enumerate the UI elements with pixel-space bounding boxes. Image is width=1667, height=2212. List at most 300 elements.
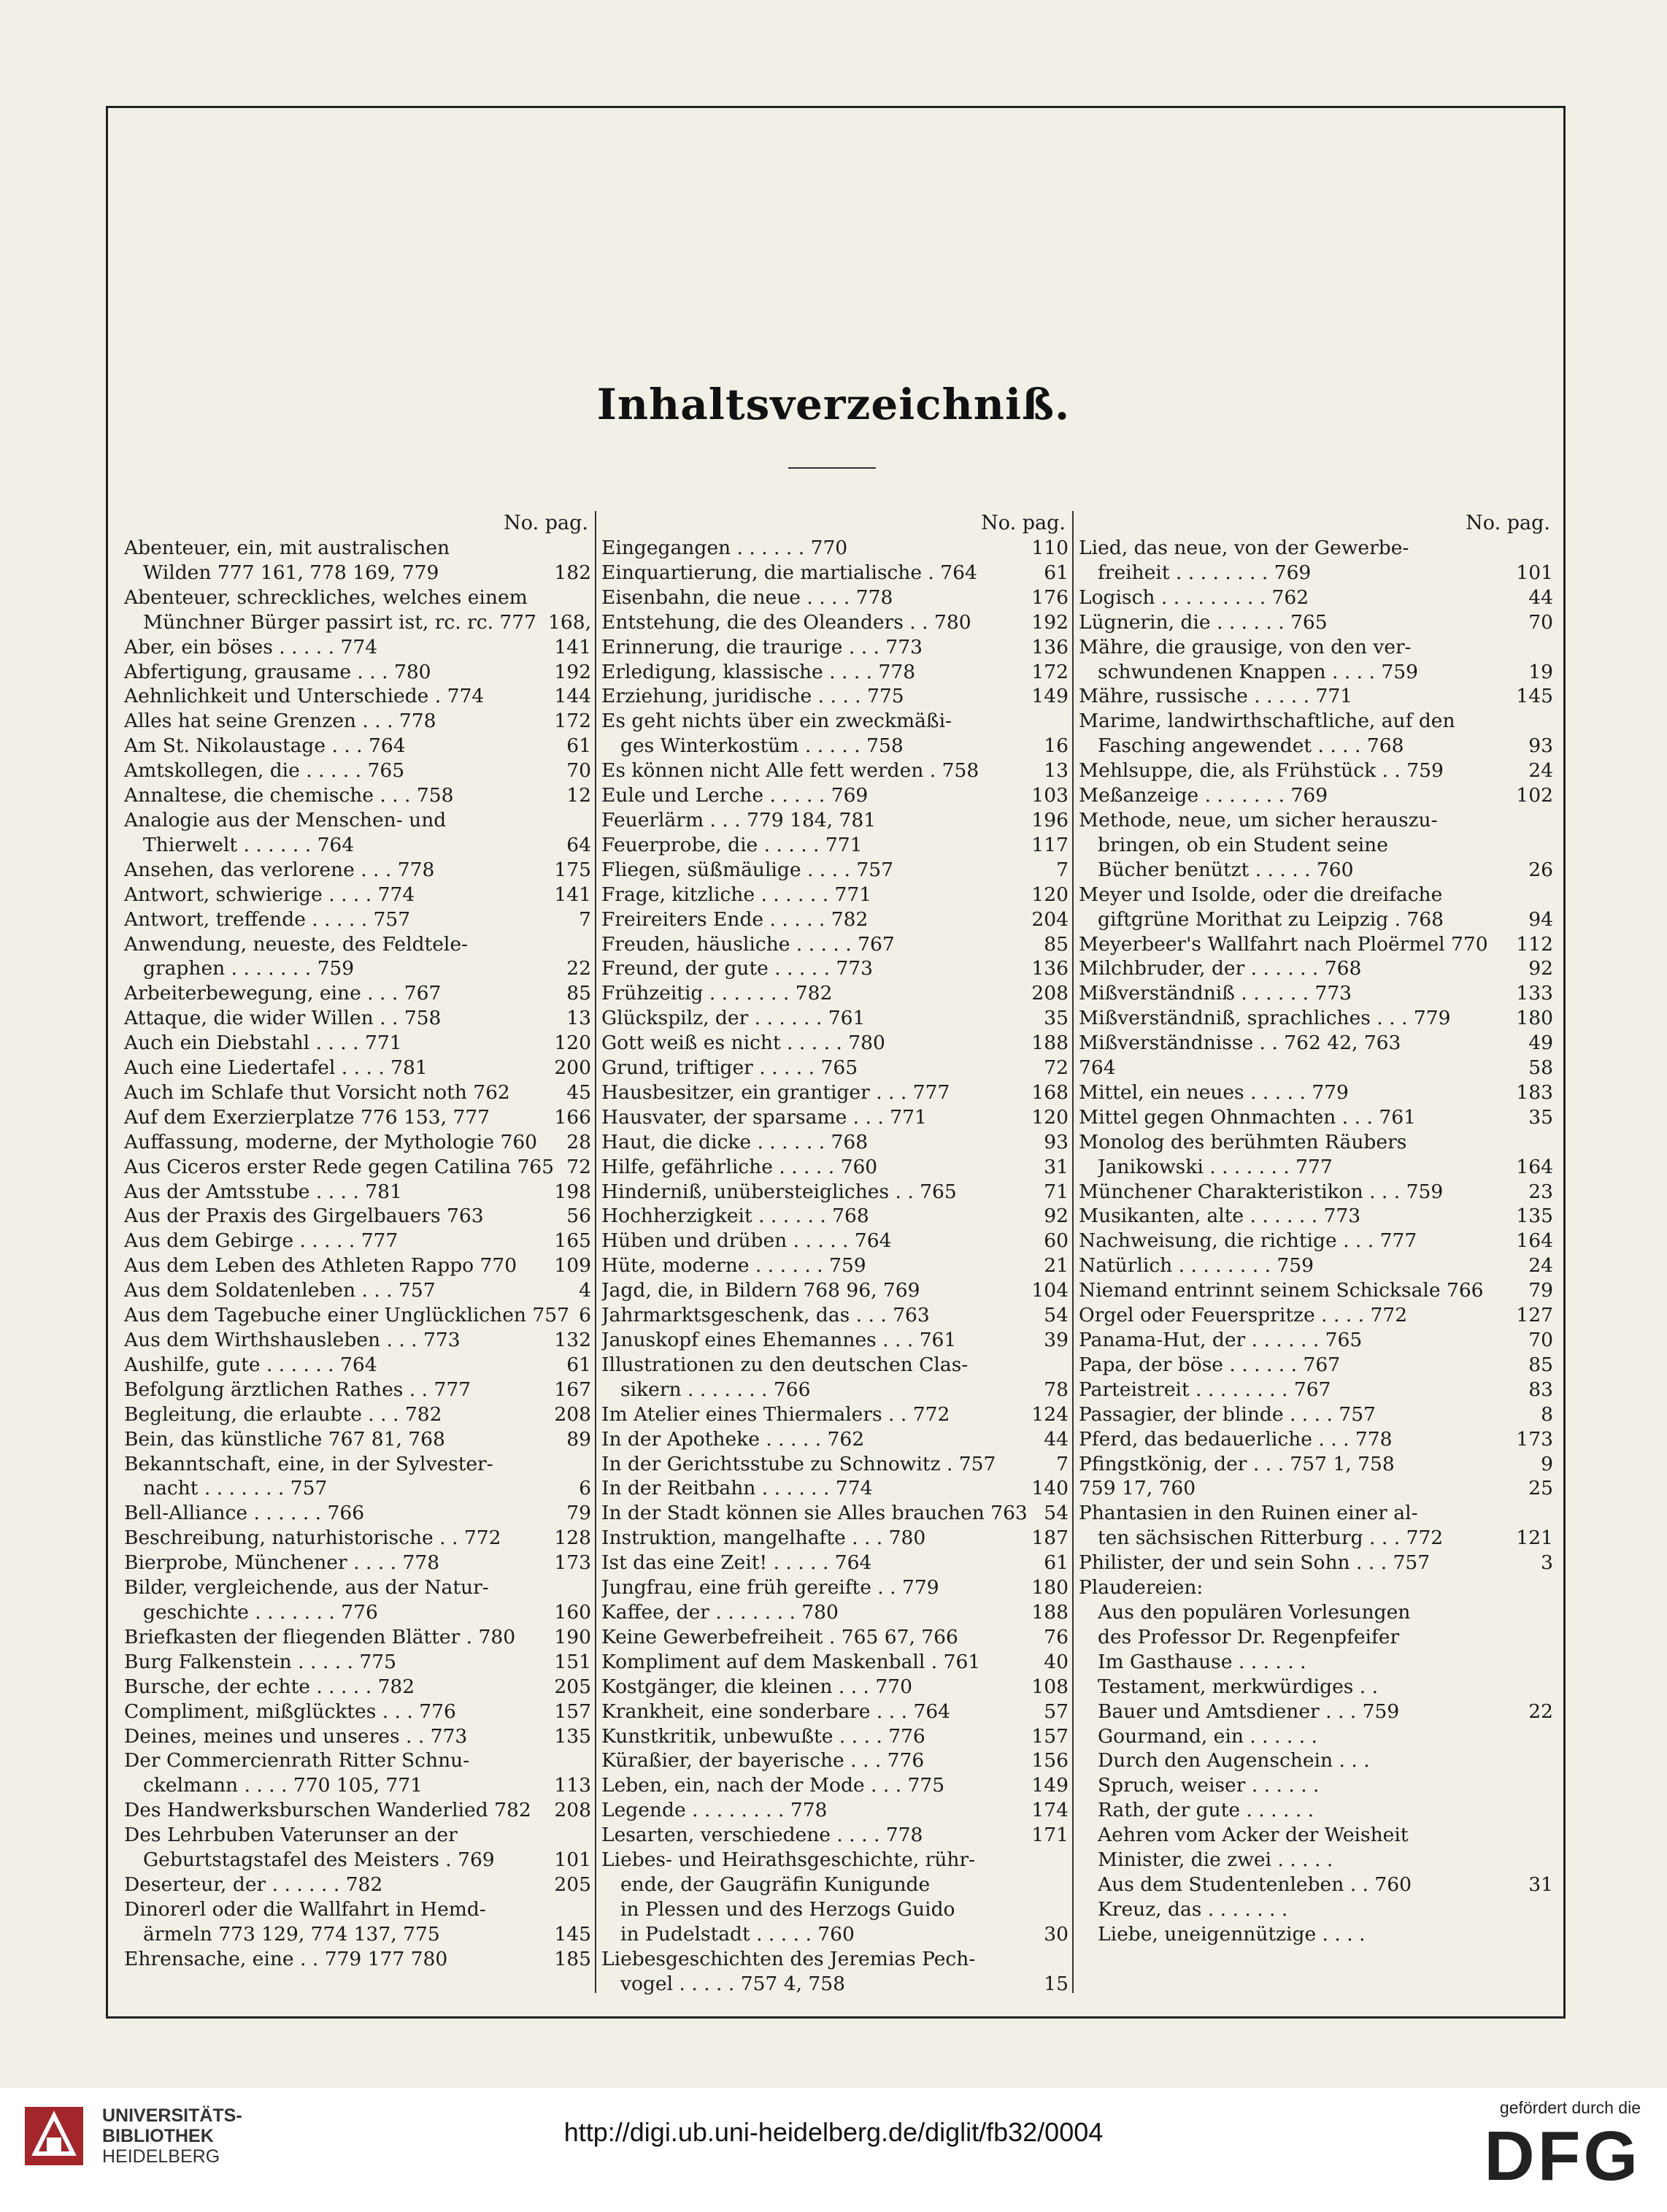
index-entry [1079,1130,1553,1155]
entry-page: 149 [1031,1774,1069,1797]
index-entry [601,610,1069,635]
index-entry [601,709,1069,734]
index-column-middle [601,511,1069,1993]
entry-title: Grund, triftiger . . . . . 765 [601,1056,858,1080]
entry-title: Im Gasthause . . . . . . [1098,1650,1306,1673]
entry-page: 61 [1044,561,1069,584]
index-entry [1079,1353,1553,1378]
entry-page: 54 [1044,1304,1069,1327]
entry-title: Krankheit, eine sonderbare . . . 764 [601,1700,951,1723]
index-entry [124,1947,591,1972]
entry-page: 6 [579,1304,591,1327]
entry-page: 35 [1044,1007,1069,1030]
index-entry [601,1972,1069,1997]
entry-title: Auch ein Diebstahl . . . . 771 [124,1032,402,1055]
index-entry [1079,858,1553,883]
index-entry [124,1229,591,1253]
entry-title: Panama-Hut, der . . . . . . 765 [1079,1329,1363,1351]
entry-title: Antwort, treffende . . . . . 757 [124,907,411,931]
entry-page: 188 [1031,1032,1069,1055]
entry-title: Keine Gewerbefreiheit . 765 67, 766 [601,1625,958,1648]
entry-page: 9 [1541,1452,1553,1475]
entry-title: Aus den populären Vorlesungen [1098,1600,1411,1624]
index-entry [601,1204,1069,1229]
entry-title: Begleitung, die erlaubte . . . 782 [124,1402,442,1426]
index-entry [601,1080,1069,1105]
entry-title: Frage, kitzliche . . . . . . 771 [601,883,872,906]
index-entry [601,1947,1069,1972]
entry-page: 101 [554,1848,591,1872]
entry-page: 92 [1044,1205,1069,1228]
entry-title: Arbeiterbewegung, eine . . . 767 [124,982,442,1005]
entry-title: Aus dem Wirthshausleben . . . 773 [124,1329,461,1351]
index-entry [1079,1526,1553,1551]
index-entry [124,1526,591,1551]
index-entry [1079,561,1553,585]
entry-title: Bücher benützt . . . . . 760 [1098,858,1354,881]
entry-title: Mißverständniß, sprachliches . . . 779 [1079,1007,1451,1030]
entry-title: Hausvater, der sparsame . . . 771 [601,1105,927,1129]
entry-page: 35 [1528,1105,1553,1129]
index-entry [1079,1650,1553,1675]
entry-title: Gourmand, ein . . . . . . [1098,1724,1317,1748]
entry-title: Mißverständniß . . . . . . 773 [1079,982,1352,1005]
column-separator [1072,511,1074,1993]
entry-page: 168, [547,610,591,634]
entry-title: Thierwelt . . . . . . 764 [143,833,355,856]
index-entry [124,1897,591,1922]
index-entry [124,1427,591,1452]
entry-page: 160 [554,1600,591,1624]
index-entry [1079,1204,1553,1229]
entry-page: 104 [1031,1279,1069,1302]
index-entry [1079,1600,1553,1625]
entry-title: Musikanten, alte . . . . . . 773 [1079,1205,1361,1228]
index-entry [601,1650,1069,1675]
entry-title: Monolog des berühmten Räubers [1079,1130,1407,1153]
entry-title: Logisch . . . . . . . . . 762 [1079,585,1309,609]
index-column-left [124,511,591,1993]
entry-title: ges Winterkostüm . . . . . 758 [620,734,904,758]
index-entry [601,1130,1069,1155]
entry-page: 110 [1031,537,1069,559]
entry-page: 40 [1044,1650,1069,1673]
index-column-right [1079,511,1553,1993]
index-entry [124,1204,591,1229]
entry-title: Mittel, ein neues . . . . . 779 [1079,1080,1349,1104]
entry-title: Liebesgeschichten des Jeremias Pech- [601,1947,976,1970]
entry-title: Entstehung, die des Oleanders . . 780 [601,610,971,634]
index-entry [601,1575,1069,1600]
entry-title: Feuerprobe, die . . . . . 771 [601,833,863,856]
entry-page: 7 [579,907,591,931]
index-entry [1079,1278,1553,1303]
index-entry [1079,709,1553,734]
index-entry [601,1551,1069,1575]
entry-title: Aus dem Leben des Athleten Rappo 770 [124,1254,517,1278]
index-entry [1079,1823,1553,1848]
entry-title: Marime, landwirthschaftliche, auf den [1079,710,1455,733]
index-entry [1079,684,1553,709]
entry-page: 4 [579,1279,591,1302]
entry-title: Alles hat seine Grenzen . . . 778 [124,710,436,733]
entry-title: Glückspilz, der . . . . . . 761 [601,1007,866,1030]
entry-page: 21 [1044,1254,1069,1278]
entry-page: 49 [1528,1032,1553,1055]
entry-title: Parteistreit . . . . . . . . 767 [1079,1378,1331,1401]
index-entry [124,1031,591,1056]
entry-page: 141 [554,635,591,658]
index-entry [124,1848,591,1873]
entry-page: 113 [554,1774,591,1797]
entry-title: Aus Ciceros erster Rede gegen Catilina 765 [124,1155,555,1178]
entry-page: 182 [554,561,591,584]
entry-page: 196 [1031,808,1069,832]
entry-page: 121 [1516,1526,1553,1550]
entry-title: Aehnlichkeit und Unterschiede . 774 [124,685,485,708]
entry-title: Burg Falkenstein . . . . . 775 [124,1650,396,1673]
entry-page: 200 [554,1056,591,1080]
entry-title: Bierprobe, Münchener . . . . 778 [124,1551,440,1575]
index-entry [601,1253,1069,1278]
entry-page: 198 [554,1180,591,1203]
index-entry [601,759,1069,783]
entry-page: 164 [1516,1229,1553,1253]
entry-title: Analogie aus der Menschen- und [124,808,447,832]
index-entry [124,1873,591,1897]
entry-page: 103 [1031,784,1069,807]
entry-title: Mähre, russische . . . . . 771 [1079,685,1353,708]
entry-page: 185 [554,1947,591,1970]
entry-page: 94 [1528,907,1553,931]
entry-page: 6 [579,1477,591,1500]
entry-page: 7 [1056,858,1069,881]
index-entry [601,1006,1069,1031]
entry-page: 19 [1528,660,1553,683]
entry-page: 145 [554,1922,591,1946]
entry-title: Abenteuer, ein, mit australischen [124,537,450,559]
entry-title: graphen . . . . . . . 759 [143,957,355,980]
index-entry [124,1650,591,1675]
index-entry [1079,1476,1553,1501]
entry-title: Mähre, die grausige, von den ver- [1079,635,1412,658]
index-entry [1079,1501,1553,1526]
index-entry [601,1700,1069,1724]
entry-title: Ansehen, das verlorene . . . 778 [124,858,435,881]
entry-page: 192 [554,660,591,683]
index-entry [124,1798,591,1823]
entry-title: geschichte . . . . . . . 776 [143,1600,378,1624]
entry-title: Spruch, weiser . . . . . . [1098,1774,1320,1797]
entry-title: Bauer und Amtsdiener . . . 759 [1098,1700,1400,1723]
entry-page: 117 [1031,833,1069,856]
entry-title: Ist das eine Zeit! . . . . . 764 [601,1551,872,1575]
entry-page: 54 [1044,1502,1069,1525]
index-entry [1079,1006,1553,1031]
index-entry [124,759,591,783]
index-entry [601,1873,1069,1897]
entry-page: 61 [1044,1551,1069,1575]
index-entry [1079,907,1553,932]
entry-title: Frühzeitig . . . . . . . 782 [601,982,833,1005]
dfg-logo: DFG [1484,2117,1641,2195]
entry-page: 172 [554,710,591,733]
entry-title: 759 17, 760 [1079,1477,1196,1500]
index-entry [124,1476,591,1501]
entry-page: 171 [1031,1824,1069,1847]
entry-title: Briefkasten der fliegenden Blätter . 780 [124,1625,516,1648]
entry-page: 60 [1044,1229,1069,1253]
entry-title: Geburtstagstafel des Meisters . 769 [143,1848,495,1872]
entry-title: Bekanntschaft, eine, in der Sylvester- [124,1452,493,1475]
index-entry [601,1303,1069,1328]
entry-page: 44 [1528,585,1553,609]
entry-title: Es können nicht Alle fett werden . 758 [601,759,979,783]
index-entry [124,808,591,833]
entry-title: Aber, ein böses . . . . . 774 [124,635,378,658]
entry-title: Aus der Amtsstube . . . . 781 [124,1180,402,1203]
entry-title: Minister, die zwei . . . . . [1098,1848,1333,1872]
entry-title: Hochherzigkeit . . . . . . 768 [601,1205,869,1228]
index-entry [124,956,591,981]
entry-title: Legende . . . . . . . . 778 [601,1799,828,1822]
index-entry [601,1724,1069,1749]
index-entry [1079,635,1553,660]
entry-page: 7 [1056,1452,1069,1475]
entry-page: 132 [554,1329,591,1351]
entry-title: ten sächsischen Ritterburg . . . 772 [1098,1526,1444,1550]
entry-title: Leben, ein, nach der Mode . . . 775 [601,1774,945,1797]
index-entry [1079,536,1553,561]
permalink-url[interactable]: http://digi.ub.uni-heidelberg.de/diglit/fb32/0004 [563,2117,1104,2147]
entry-title: Kunstkritik, unbewußte . . . . 776 [601,1724,925,1748]
entry-title: Des Lehrbuben Vaterunser an der [124,1824,458,1847]
entry-title: Papa, der böse . . . . . . 767 [1079,1353,1341,1376]
entry-page: 30 [1044,1922,1069,1946]
entry-page: 120 [554,1032,591,1055]
index-entry [601,1476,1069,1501]
index-entry [601,833,1069,858]
entry-page: 70 [1528,1329,1553,1351]
index-entry [124,883,591,907]
entry-title: ckelmann . . . . 770 105, 771 [143,1774,423,1797]
no-pag-header: No. pag. [981,512,1066,534]
index-entry [601,1402,1069,1427]
entry-title: Auch im Schlafe thut Vorsicht noth 762 [124,1080,510,1104]
entry-page: 39 [1044,1329,1069,1351]
index-entry [1079,1873,1553,1897]
entry-title: Orgel oder Feuerspritze . . . . 772 [1079,1304,1408,1327]
entry-page: 22 [1528,1700,1553,1723]
index-entry [601,1625,1069,1650]
entry-page: 140 [1031,1477,1069,1500]
library-line-3: HEIDELBERG [102,2146,220,2167]
index-entry [601,1823,1069,1848]
index-entry [124,1748,591,1773]
entry-page: 164 [1516,1155,1553,1178]
index-entry [1079,1155,1553,1180]
index-entry [601,585,1069,610]
entry-title: Abfertigung, grausame . . . 780 [124,660,431,683]
entry-title: freiheit . . . . . . . . 769 [1098,561,1312,584]
entry-page: 136 [1031,957,1069,980]
entry-page: 176 [1031,585,1069,609]
index-entry [1079,1551,1553,1575]
entry-title: Befolgung ärztlichen Rathes . . 777 [124,1378,471,1401]
entry-title: Eingegangen . . . . . . 770 [601,537,848,559]
entry-title: Fliegen, süßmäulige . . . . 757 [601,858,893,881]
entry-page: 136 [1031,635,1069,658]
entry-title: In der Apotheke . . . . . 762 [601,1427,865,1451]
entry-title: Aus dem Tagebuche einer Unglücklichen 757 [124,1304,569,1327]
index-entry [601,1031,1069,1056]
entry-title: Anwendung, neueste, des Feldtele- [124,932,468,956]
entry-page: 133 [1516,982,1553,1005]
entry-title: Der Commercienrath Ritter Schnu- [124,1749,470,1773]
entry-title: Jagd, die, in Bildern 768 96, 769 [601,1279,920,1302]
entry-title: Bursche, der echte . . . . . 782 [124,1675,415,1698]
entry-page: 173 [1516,1427,1553,1451]
entry-page: 190 [554,1625,591,1648]
index-entry [1079,759,1553,783]
index-entry [1079,932,1553,957]
index-entry [124,635,591,660]
entry-page: 102 [1516,784,1553,807]
entry-page: 173 [554,1551,591,1575]
entry-page: 151 [554,1650,591,1673]
entry-title: Freireiters Ende . . . . . 782 [601,907,869,931]
entry-page: 157 [1031,1724,1069,1748]
index-entry [601,1675,1069,1700]
index-entry [124,1452,591,1477]
index-entry [1079,883,1553,907]
entry-page: 192 [1031,610,1069,634]
index-entry [1079,1427,1553,1452]
index-entry [124,833,591,858]
title-rule [788,467,876,469]
entry-title: Hinderniß, unübersteigliches . . 765 [601,1180,957,1203]
index-entry [124,610,591,635]
index-entry [124,783,591,808]
index-entry [1079,1748,1553,1773]
index-entry [601,1526,1069,1551]
entry-title: Janikowski . . . . . . . 777 [1098,1155,1333,1178]
entry-title: Illustrationen zu den deutschen Clas- [601,1353,969,1376]
entry-title: Pferd, das bedauerliche . . . 778 [1079,1427,1393,1451]
entry-title: Kompliment auf dem Maskenball . 761 [601,1650,981,1673]
index-entry [601,684,1069,709]
entry-page: 31 [1044,1155,1069,1178]
entry-title: Attaque, die wider Willen . . 758 [124,1007,442,1030]
entry-title: Gott weiß es nicht . . . . . 780 [601,1032,885,1055]
index-entry [601,1600,1069,1625]
index-entry [601,808,1069,833]
entry-title: Küraßier, der bayerische . . . 776 [601,1749,925,1773]
index-entry [1079,783,1553,808]
index-entry [1079,1328,1553,1353]
entry-title: ärmeln 773 129, 774 137, 775 [143,1922,440,1946]
entry-page: 85 [566,982,591,1005]
entry-page: 112 [1516,932,1553,956]
entry-title: in Plessen und des Herzogs Guido [620,1897,955,1921]
entry-title: Durch den Augenschein . . . [1098,1749,1370,1773]
entry-page: 31 [1528,1873,1553,1896]
entry-title: Meyer und Isolde, oder die dreifache [1079,883,1443,906]
entry-title: Kaffee, der . . . . . . . 780 [601,1600,839,1624]
entry-page: 56 [566,1205,591,1228]
index-entry [124,1303,591,1328]
entry-title: Jahrmarktsgeschenk, das . . . 763 [601,1304,930,1327]
index-entry [124,907,591,932]
index-entry [124,1253,591,1278]
entry-title: Testament, merkwürdiges . . [1098,1675,1379,1698]
entry-title: Erziehung, juridische . . . . 775 [601,685,904,708]
index-entry [1079,1848,1553,1873]
entry-title: Natürlich . . . . . . . . 759 [1079,1254,1314,1278]
index-entry [1079,833,1553,858]
entry-page: 79 [566,1502,591,1525]
entry-page: 135 [554,1724,591,1748]
entry-page: 180 [1516,1007,1553,1030]
entry-page: 83 [1528,1378,1553,1401]
entry-title: Antwort, schwierige . . . . 774 [124,883,415,906]
entry-title: sikern . . . . . . . 766 [620,1378,811,1401]
index-entry [601,956,1069,981]
index-entry [124,1700,591,1724]
entry-title: Hüben und drüben . . . . . 764 [601,1229,892,1253]
index-entry [1079,1056,1553,1080]
index-entry [1079,1105,1553,1130]
library-line-1: UNIVERSITÄTS- [102,2105,242,2126]
entry-title: Wilden 777 161, 778 169, 779 [143,561,439,584]
index-entry [124,932,591,957]
entry-title: Instruktion, mangelhafte . . . 780 [601,1526,926,1550]
entry-page: 208 [1031,982,1069,1005]
entry-page: 101 [1516,561,1553,584]
entry-page: 120 [1031,883,1069,906]
index-entry [601,1155,1069,1180]
entry-title: Januskopf eines Ehemannes . . . 761 [601,1329,957,1351]
entry-page: 205 [554,1873,591,1896]
entry-title: Niemand entrinnt seinem Schicksale 766 [1079,1279,1484,1302]
index-entry [601,1278,1069,1303]
entry-title: Philister, der und sein Sohn . . . 757 [1079,1551,1431,1575]
entry-page: 208 [554,1799,591,1822]
entry-title: Lügnerin, die . . . . . . 765 [1079,610,1328,634]
entry-page: 188 [1031,1600,1069,1624]
entry-title: Lesarten, verschiedene . . . . 778 [601,1824,923,1847]
entry-page: 208 [554,1402,591,1426]
entry-page: 168 [1031,1080,1069,1104]
entry-page: 167 [554,1378,591,1401]
entry-page: 57 [1044,1700,1069,1723]
index-entry [1079,808,1553,833]
entry-page: 23 [1528,1180,1553,1203]
entry-page: 205 [554,1675,591,1698]
index-entry [1079,1625,1553,1650]
entry-title: Liebe, uneigennützige . . . . [1098,1922,1366,1946]
entry-page: 44 [1044,1427,1069,1451]
index-entry [601,932,1069,957]
index-entry [601,1378,1069,1402]
entry-title: Liebes- und Heirathsgeschichte, rühr- [601,1848,976,1872]
entry-title: Münchner Bürger passirt ist, rc. rc. 777 [143,610,537,634]
index-entry [1079,585,1553,610]
index-entry [601,1105,1069,1130]
index-entry [124,660,591,685]
index-entry [1079,734,1553,759]
index-entry [601,981,1069,1006]
